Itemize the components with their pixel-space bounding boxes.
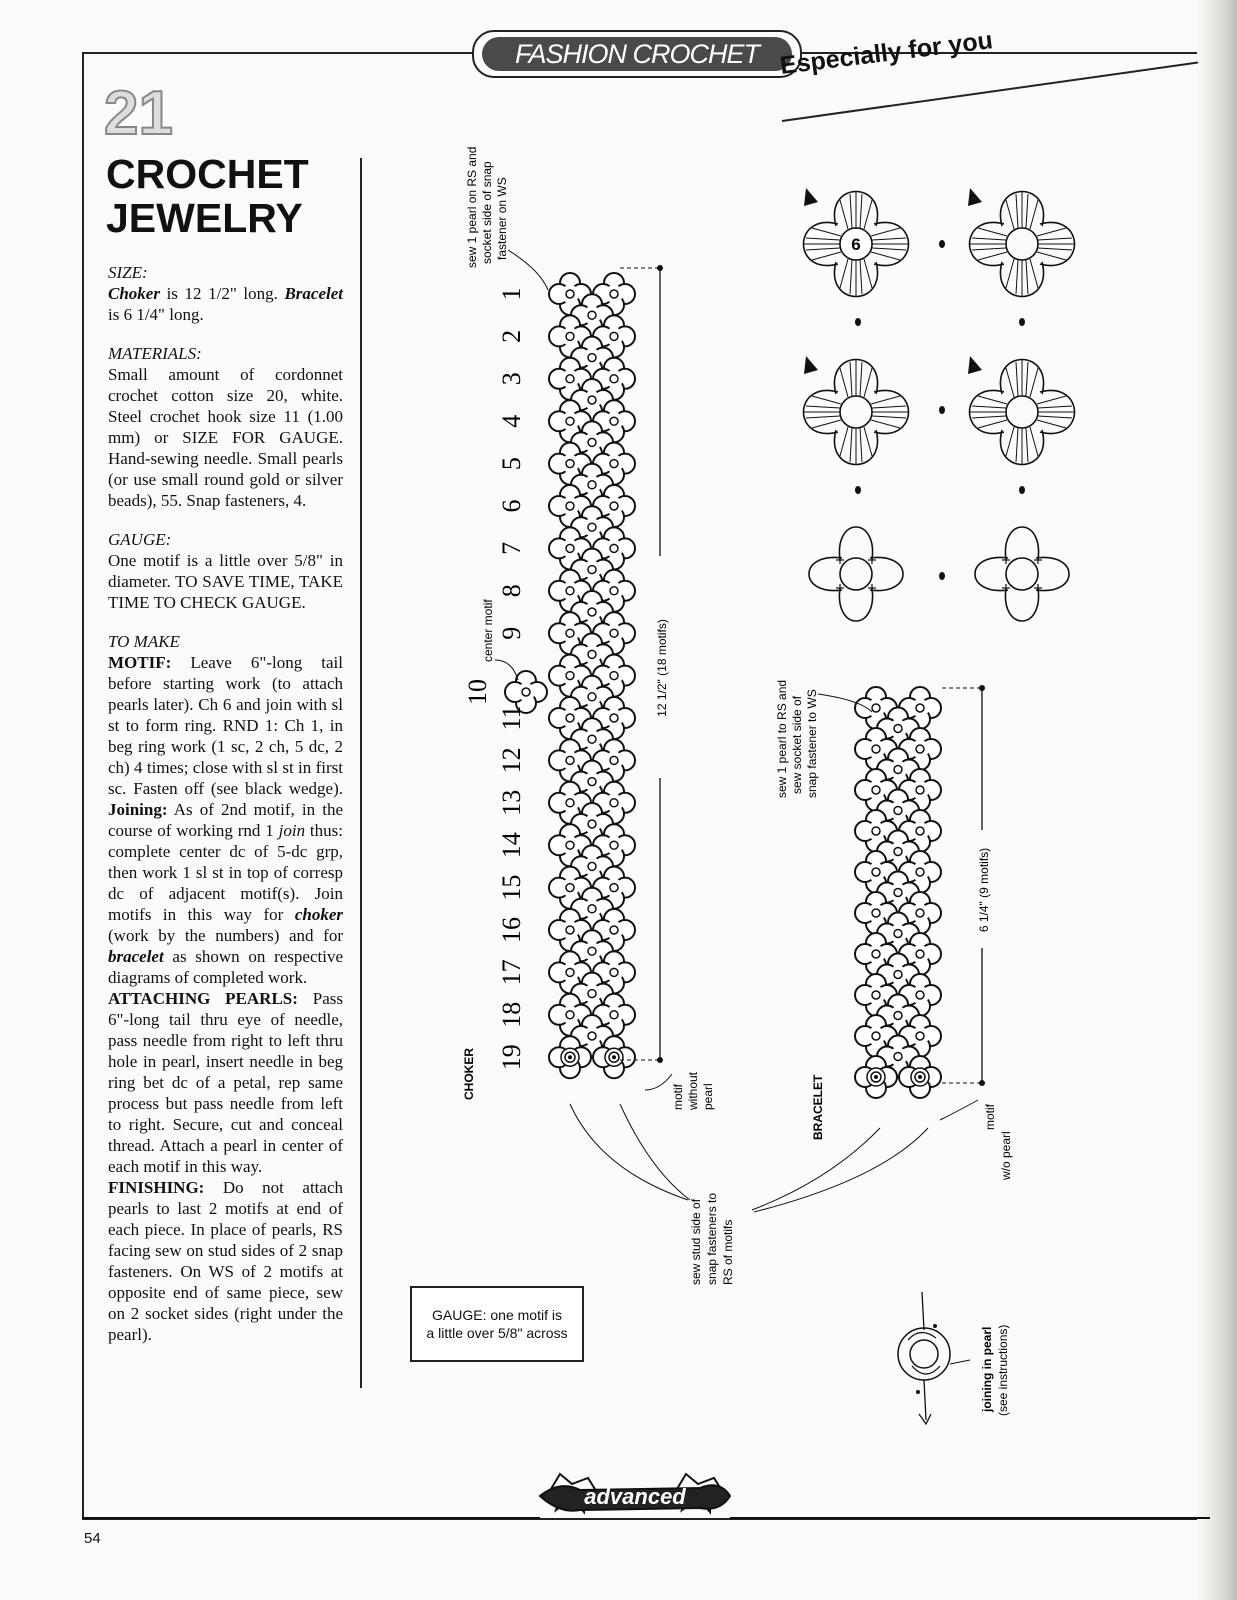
choker-top-note-line2: socket side of snap bbox=[480, 161, 494, 264]
choker-motif-number: 14 bbox=[497, 832, 526, 859]
title-line-2: JEWELRY bbox=[106, 195, 303, 241]
finishing-text: Do not attach pearls to last 2 motifs at end of each piece. In place of pearls, RS facing sew on stud sides of 2 snap fasteners. On WS of 2 motifs at opposite end of same piece, sew on 2 socket sides (right under the pearl). bbox=[108, 1178, 343, 1344]
stitch-diagram bbox=[804, 188, 1075, 621]
choker-motif-number: 17 bbox=[497, 959, 526, 986]
choker-motif-number: 7 bbox=[497, 541, 526, 555]
bracelet-label: BRACELET bbox=[811, 1074, 825, 1140]
motif-without-pearl-line2: without bbox=[686, 1071, 700, 1110]
choker-top-note-line3: fastener on WS bbox=[495, 177, 509, 260]
choker-motif-number: 5 bbox=[497, 457, 526, 471]
choker-length-label: 12 1/2" (18 motifs) bbox=[655, 619, 669, 717]
choker-motif-number: 19 bbox=[497, 1044, 526, 1071]
choker-motif-number: 2 bbox=[497, 329, 526, 343]
size-bracelet-text: is 6 1/4" long. bbox=[108, 305, 204, 324]
choker-motif-number: 12 bbox=[497, 747, 526, 774]
bracelet-top-note-line2: sew socket side of bbox=[790, 695, 804, 794]
joining-join-word: join bbox=[278, 821, 306, 840]
choker-motif-number: 8 bbox=[497, 584, 526, 598]
choker-motif-number: 4 bbox=[497, 414, 526, 428]
choker-label: CHOKER bbox=[462, 1047, 476, 1100]
joining-text-4: as shown on respective diagrams of completed work. bbox=[108, 947, 343, 987]
bracelet-length-label: 6 1/4" (9 motifs) bbox=[977, 847, 991, 933]
see-instructions-label: (see instructions) bbox=[996, 1324, 1010, 1416]
stud-note-line3: RS of motifs bbox=[721, 1219, 735, 1285]
gauge-box bbox=[410, 1286, 584, 1362]
bracelet-top-note-line3: snap fastener to WS bbox=[805, 689, 819, 798]
choker-motif-number: 10 bbox=[463, 679, 492, 705]
bracelet-motif-grid bbox=[855, 687, 941, 1098]
joining-bracelet-word: bracelet bbox=[108, 947, 164, 966]
joining-in-pearl-label: joining in pearl bbox=[980, 1326, 994, 1412]
to-make-heading: TO MAKE bbox=[108, 632, 180, 651]
motif-number-label: 6 bbox=[851, 235, 861, 254]
joining-text-1: As of 2nd motif, in the course of working rnd 1 bbox=[108, 800, 343, 840]
size-bracelet-label: Bracelet bbox=[284, 284, 343, 303]
choker-motif-number: 15 bbox=[497, 874, 526, 901]
joining-text-3: (work by the numbers) and for bbox=[108, 926, 343, 945]
section-banner-label: FASHION CROCHET bbox=[482, 37, 792, 71]
center-motif-label: center motif bbox=[481, 599, 495, 662]
size-heading: SIZE: bbox=[108, 263, 148, 282]
stud-note-line1: sew stud side of bbox=[689, 1198, 703, 1285]
choker-diagram bbox=[462, 147, 735, 1285]
motif-without-pearl-line1: motif bbox=[671, 1083, 685, 1110]
choker-motif-number: 6 bbox=[497, 499, 526, 513]
motif-wo-pearl-line1: motif bbox=[983, 1103, 997, 1130]
materials-heading: MATERIALS: bbox=[108, 344, 202, 363]
joining-choker-word: choker bbox=[294, 905, 343, 924]
choker-motif-number: 13 bbox=[497, 789, 526, 816]
attaching-label: ATTACHING PEARLS: bbox=[108, 989, 298, 1008]
gauge-box-line1: GAUGE: one motif is bbox=[432, 1307, 562, 1323]
choker-motif-number: 3 bbox=[497, 372, 526, 386]
choker-motif-number: 16 bbox=[497, 917, 526, 943]
size-choker-text: is 12 1/2" long. bbox=[159, 284, 285, 303]
gauge-heading: GAUGE: bbox=[108, 530, 172, 549]
choker-motif-number: 9 bbox=[497, 626, 526, 640]
gauge-text: One motif is a little over 5/8" in diameter. TO SAVE TIME, TAKE TIME TO CHECK GAUGE. bbox=[108, 551, 343, 612]
pattern-number: 21 bbox=[104, 79, 173, 148]
choker-motif-grid bbox=[505, 273, 635, 1078]
joining-in-pearl-diagram bbox=[898, 1292, 1010, 1424]
motif-label: MOTIF: bbox=[108, 653, 172, 672]
joining-text-2: thus: complete center dc of 5-dc grp, then work 1 sl st in top of corresp dc of adjacent motif(s). Join motifs in this way for bbox=[108, 821, 343, 924]
choker-motif-number: 18 bbox=[497, 1001, 526, 1028]
tagline: Especially for you bbox=[778, 26, 995, 81]
finishing-label: FINISHING: bbox=[108, 1178, 205, 1197]
page-number: 54 bbox=[84, 1530, 101, 1547]
motif-wo-pearl-line2: w/o pearl bbox=[999, 1131, 1013, 1180]
choker-motif-number: 11 bbox=[497, 705, 526, 731]
joining-label: Joining: bbox=[108, 800, 168, 819]
motif-text: Leave 6"-long tail before starting work (to attach pearls later). Ch 6 and join with sl st to form ring. RND 1: Ch 1, in beg ring work (1 sc, 2 ch, 5 dc, 2 ch) 4 times; close with sl st in first sc. Fasten off (see black wedge). bbox=[108, 653, 343, 798]
bracelet-top-note-line1: sew 1 pearl to RS and bbox=[775, 679, 789, 798]
choker-top-note-line1: sew 1 pearl on RS and bbox=[465, 146, 479, 268]
bracelet-diagram bbox=[752, 680, 1013, 1212]
gauge-box-line2: a little over 5/8" across bbox=[426, 1325, 568, 1341]
advanced-badge bbox=[82, 1474, 1210, 1518]
choker-motif-number: 1 bbox=[497, 287, 526, 301]
materials-text: Small amount of cordonnet crochet cotton size 20, white. Steel crochet hook size 11 (1.00 mm) or SIZE FOR GAUGE. Hand-sewing needle. Small pearls (or use small round gold or silver beads), 55. Snap fasteners, 4. bbox=[108, 365, 343, 510]
motif-without-pearl-line3: pearl bbox=[701, 1083, 715, 1110]
size-choker-label: Choker bbox=[108, 284, 160, 303]
attaching-text: Pass 6"-long tail thru eye of needle, pass needle from right to left thru hole in pearl, insert needle in beg ring bet dc of a petal, rep same process but pass needle from left to right. Secure, cut and conceal thread. Attach a pearl in center of each motif in this way. bbox=[108, 989, 344, 1176]
stud-note-line2: snap fasteners to bbox=[705, 1192, 719, 1285]
advanced-badge-label: advanced bbox=[584, 1484, 686, 1509]
title-line-1: CROCHET bbox=[106, 151, 309, 197]
